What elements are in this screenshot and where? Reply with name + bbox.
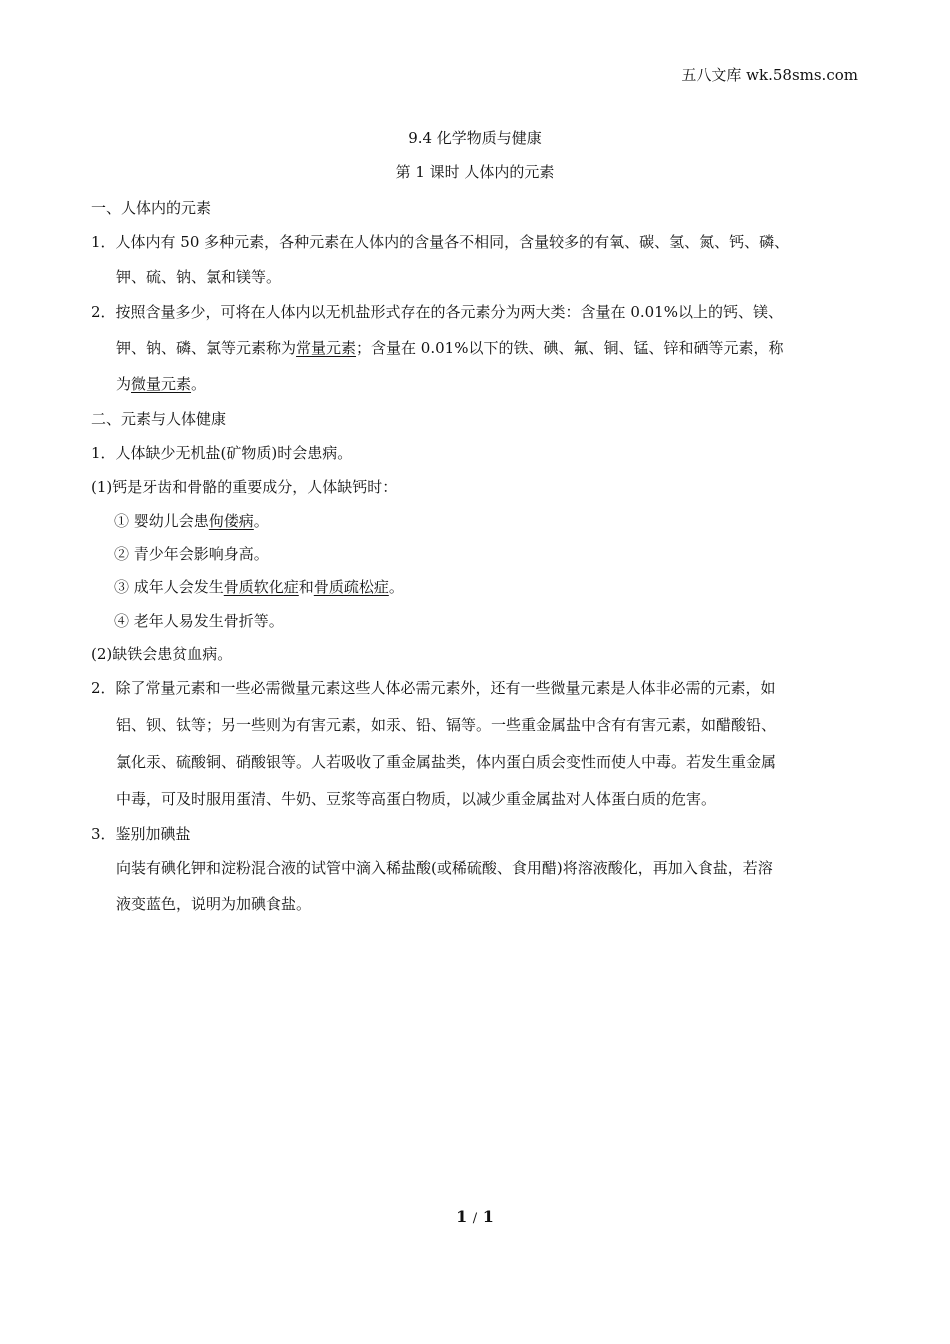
s1-p1-line2: 钾、硫、钠、氯和镁等。 [116,268,282,286]
term-rickets: 佝偻病 [208,512,254,530]
text-span: 。 [253,512,269,530]
section2-heading: 二、元素与人体健康 [91,410,227,428]
s1-p1-line1: 1．人体内有 50 多种元素，各种元素在人体内的含量各不相同，含量较多的有氧、碳、氢、氮、钙、磷、 [91,233,790,251]
s2-p3-line1: 向装有碘化钾和淀粉混合液的试管中滴入稀盐酸(或稀硫酸、食用醋)将溶液酸化，再加入食盐，若溶 [116,859,773,877]
s1-p2-line1: 2．按照含量多少，可将在人体内以无机盐形式存在的各元素分为两大类：含量在 0.01%以上的钙、镁、 [91,303,783,321]
term-major-elements: 常量元素 [296,339,357,357]
term-trace-elements: 微量元素 [131,375,192,393]
s2-p2-line1: 2．除了常量元素和一些必需微量元素这些人体必需元素外，还有一些微量元素是人体非必需的元素，如 [91,679,776,697]
s2-p3-heading: 3．鉴别加碘盐 [91,825,191,843]
page-separator: / [472,1211,478,1226]
text-span: ③ 成年人会发生 [114,578,224,596]
s2-p2-line4: 中毒，可及时服用蛋清、牛奶、豆浆等高蛋白物质，以减少重金属盐对人体蛋白质的危害。 [116,790,717,808]
site-header: 五八文库 wk.58sms.com [681,66,858,84]
s2-ca-item1 [114,511,870,531]
text-span: 。 [388,578,404,596]
text-span: 和 [298,578,314,596]
page-title: 9.4 化学物质与健康 [408,129,542,147]
s1-p2-line2 [116,338,870,358]
term-osteoporosis: 骨质疏松症 [313,578,389,596]
s2-ca-item4: ④ 老年人易发生骨折等。 [114,612,284,630]
s2-ca-intro: (1)钙是牙齿和骨骼的重要成分，人体缺钙时： [91,478,398,496]
current-page: 1 [456,1207,468,1226]
section1-heading: 一、人体内的元素 [91,199,212,217]
total-pages: 1 [482,1207,494,1226]
page-number [0,1207,950,1226]
s2-ca-item3 [114,577,870,597]
s2-p1: 1．人体缺少无机盐(矿物质)时会患病。 [91,444,353,462]
term-osteomalacia: 骨质软化症 [223,578,299,596]
text-span: ；含量在 0.01%以下的铁、碘、氟、铜、锰、锌和硒等元素，称 [356,339,784,357]
text-span: 。 [191,375,207,393]
s1-p2-line3 [116,374,870,394]
s2-fe: (2)缺铁会患贫血病。 [91,645,233,663]
page-subtitle: 第 1 课时 人体内的元素 [395,163,555,181]
s2-p2-line2: 铝、钡、钛等；另一些则为有害元素，如汞、铅、镉等。一些重金属盐中含有有害元素，如醋酸铅、 [116,716,777,734]
s2-p3-line2: 液变蓝色，说明为加碘食盐。 [116,895,312,913]
text-span: ① 婴幼儿会患 [114,512,209,530]
text-span: 为 [116,375,132,393]
text-span: 钾、钠、磷、氯等元素称为 [116,339,297,357]
s2-p2-line3: 氯化汞、硫酸铜、硝酸银等。人若吸收了重金属盐类，体内蛋白质会变性而使人中毒。若发生重金属 [116,753,777,771]
s2-ca-item2: ② 青少年会影响身高。 [114,545,269,563]
